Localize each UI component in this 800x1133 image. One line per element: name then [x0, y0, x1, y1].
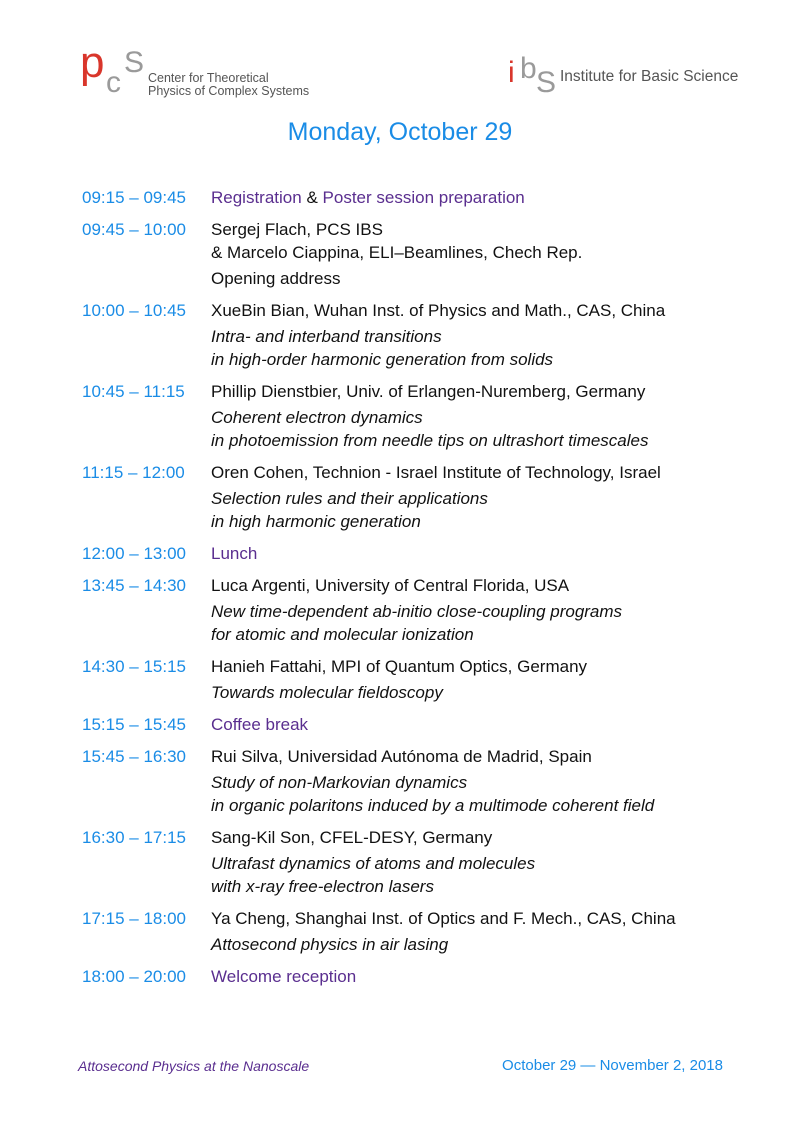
schedule-entry — [82, 299, 762, 371]
entry-time: 16:30 – 17:15 — [82, 828, 186, 847]
entry-speaker: Luca Argenti, University of Central Florida, USA — [211, 576, 570, 595]
pcs-logo-text-line2: Physics of Complex Systems — [148, 84, 310, 98]
entry-details — [211, 713, 762, 736]
schedule-entry — [82, 826, 762, 898]
entry-talk-title: Intra- and interband transitions — [211, 327, 442, 346]
schedule-entry — [82, 655, 762, 704]
schedule-entry — [82, 745, 762, 817]
entry-details — [211, 186, 762, 209]
entry-details — [211, 380, 762, 452]
entry-details — [211, 965, 762, 988]
entry-details — [211, 826, 762, 898]
schedule — [82, 186, 762, 997]
entry-speaker: & Marcelo Ciappina, ELI–Beamlines, Chech Rep. — [211, 243, 583, 262]
entry-speaker: Ya Cheng, Shanghai Inst. of Optics and F. Mech., CAS, China — [211, 909, 676, 928]
entry-label: Registration — [211, 188, 302, 207]
entry-talk-title: with x-ray free-electron lasers — [211, 877, 434, 896]
entry-details — [211, 218, 762, 290]
entry-details — [211, 461, 762, 533]
pcs-logo-letter-c: c — [106, 66, 121, 99]
entry-talk-title: Attosecond physics in air lasing — [211, 935, 449, 954]
entry-time: 11:15 – 12:00 — [82, 463, 185, 482]
schedule-entry — [82, 907, 762, 956]
entry-talk-title: New time-dependent ab-initio close-coupling programs — [211, 602, 623, 621]
entry-ampersand: & — [306, 188, 318, 207]
entry-time: 09:15 – 09:45 — [82, 188, 186, 207]
schedule-entry — [82, 186, 762, 209]
schedule-entry — [82, 574, 762, 646]
ibs-logo-text: Institute for Basic Science — [560, 68, 739, 85]
entry-talk-title: in organic polaritons induced by a multimode coherent field — [211, 796, 655, 815]
entry-time: 09:45 – 10:00 — [82, 220, 186, 239]
entry-talk-title: in high harmonic generation — [211, 512, 421, 531]
schedule-entry — [82, 461, 762, 533]
pcs-logo-letter-s: S — [124, 46, 145, 79]
entry-details — [211, 574, 762, 646]
schedule-entry — [82, 380, 762, 452]
entry-talk-title: for atomic and molecular ionization — [211, 625, 474, 644]
entry-talk-title: Ultrafast dynamics of atoms and molecules — [211, 854, 536, 873]
ibs-logo-mark — [508, 54, 556, 102]
ibs-logo — [508, 54, 738, 104]
entry-talk-title: in high-order harmonic generation from solids — [211, 350, 554, 369]
entry-speaker: Rui Silva, Universidad Autónoma de Madrid, Spain — [211, 747, 592, 766]
entry-talk-title: Study of non-Markovian dynamics — [211, 773, 468, 792]
schedule-entry — [82, 542, 762, 565]
schedule-entry — [82, 218, 762, 290]
entry-talk-title: in photoemission from needle tips on ultrashort timescales — [211, 431, 649, 450]
entry-time: 14:30 – 15:15 — [82, 657, 186, 676]
entry-time: 18:00 – 20:00 — [82, 967, 186, 986]
entry-speaker: Sergej Flach, PCS IBS — [211, 220, 383, 239]
entry-time: 17:15 – 18:00 — [82, 909, 186, 928]
ibs-logo-letter-s: S — [536, 66, 557, 99]
entry-details — [211, 745, 762, 817]
entry-time: 13:45 – 14:30 — [82, 576, 186, 595]
schedule-entry — [82, 713, 762, 736]
entry-talk-title: Towards molecular fieldoscopy — [211, 683, 443, 702]
entry-details — [211, 299, 762, 371]
entry-speaker: XueBin Bian, Wuhan Inst. of Physics and Math., CAS, China — [211, 301, 666, 320]
entry-time: 15:45 – 16:30 — [82, 747, 186, 766]
entry-label: Poster session preparation — [322, 188, 525, 207]
pcs-logo-text — [148, 72, 309, 98]
entry-time: 10:45 – 11:15 — [82, 382, 185, 401]
page-title: Monday, October 29 — [287, 118, 513, 146]
ibs-logo-letter-b: b — [520, 52, 537, 85]
entry-speaker: Oren Cohen, Technion - Israel Institute of Technology, Israel — [211, 463, 661, 482]
entry-time: 10:00 – 10:45 — [82, 301, 186, 320]
pcs-logo-text-line1: Center for Theoretical — [148, 71, 269, 85]
entry-note: Opening address — [211, 269, 341, 288]
entry-talk-title: Coherent electron dynamics — [211, 408, 423, 427]
footer-conference-dates: October 29 — November 2, 2018 — [502, 1057, 723, 1074]
entry-speaker: Sang-Kil Son, CFEL-DESY, Germany — [211, 828, 493, 847]
ibs-logo-letter-i: i — [508, 56, 515, 89]
pcs-logo-letter-p: p — [80, 38, 105, 87]
schedule-entry — [82, 965, 762, 988]
entry-speaker: Hanieh Fattahi, MPI of Quantum Optics, Germany — [211, 657, 588, 676]
entry-details — [211, 542, 762, 565]
entry-time: 12:00 – 13:00 — [82, 544, 186, 563]
entry-speaker: Phillip Dienstbier, Univ. of Erlangen-Nuremberg, Germany — [211, 382, 646, 401]
entry-time: 15:15 – 15:45 — [82, 715, 186, 734]
entry-label: Welcome reception — [211, 967, 357, 986]
entry-label: Coffee break — [211, 715, 309, 734]
pcs-logo — [80, 38, 320, 106]
entry-label: Lunch — [211, 544, 258, 563]
pcs-logo-mark — [80, 38, 152, 100]
entry-talk-title: Selection rules and their applications — [211, 489, 488, 508]
entry-details — [211, 655, 762, 704]
entry-details — [211, 907, 762, 956]
footer-conference-name: Attosecond Physics at the Nanoscale — [78, 1058, 310, 1074]
